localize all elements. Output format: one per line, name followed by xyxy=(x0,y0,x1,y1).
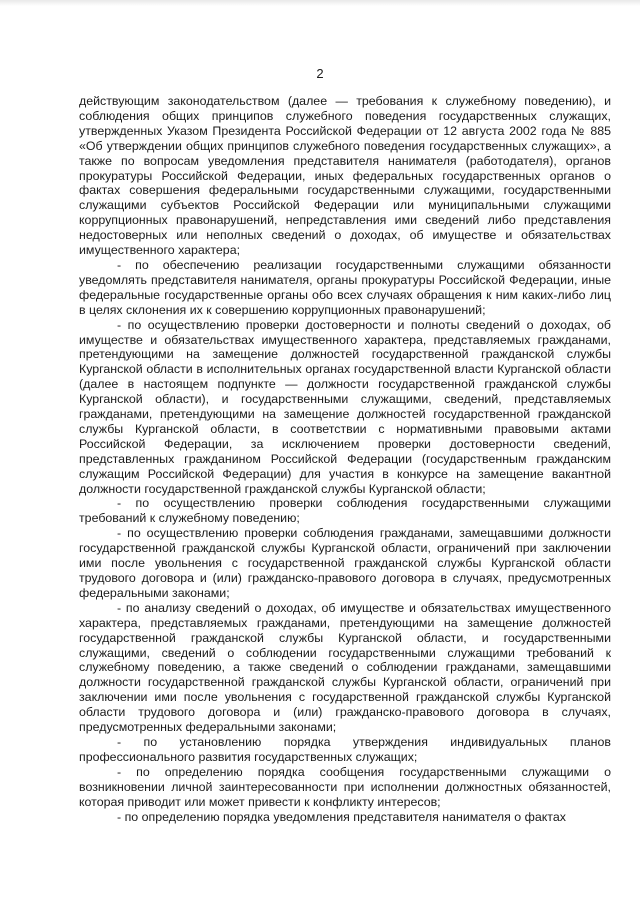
scan-edge xyxy=(0,0,640,6)
paragraph-continuation: действующим законодательством (далее — требования к служебному поведению), и соблюдения общих принципов служебного поведения государственных служащих, утвержденных Указом Президента Российской Федерации от 12 августа 2002 года № 885 «Об утверждении общих принципов служебного поведения государственных служащих», а также по вопросам уведомления представителя нанимателя (работодателя), органов прокуратуры Российской Федерации, иных федеральных государственных органов о фактах совершения федеральными государственными служащими, государственными служащими субъектов Российской Федерации или муниципальными служащими коррупционных правонарушений, непредставления ими сведений либо представления недостоверных или неполных сведений о доходах, об имуществе и обязательствах имущественного характера; xyxy=(79,94,611,258)
list-item-conduct-check: - по осуществлению проверки соблюдения государственными служащими требований к служебному поведению; xyxy=(79,496,611,526)
list-item-income-analysis: - по анализу сведений о доходах, об имуществе и обязательствах имущественного характера, представляемых гражданами, претендующими на замещение должностей государственной гражданской службы Курганской области, и государственными служащими, сведений о соблюдении государственными служащими требований к служебному поведению, а также сведений о соблюдении гражданами, замещавшими должности государственной гражданской службы Курганской области, ограничений при заключении ими после увольнения с государственной гражданской службы Курганской области трудового договора и (или) гражданско-правового договора в случаях, предусмотренных федеральными законами; xyxy=(79,600,611,735)
list-item-former-employee-check: - по осуществлению проверки соблюдения гражданами, замещавшими должности государственной гражданской службы Курганской области, ограничений при заключении ими после увольнения с государственной гражданской службы Курганской области трудового договора и (или) гражданско-правового договора в случаях, предусмотренных федеральными законами; xyxy=(79,526,611,600)
list-item-development-plans: - по установлению порядка утверждения индивидуальных планов профессионального развития государственных служащих; xyxy=(79,734,611,764)
page-number: 2 xyxy=(316,66,324,81)
list-item-notification-order: - по определению порядка уведомления представителя нанимателя о фактах xyxy=(117,809,566,824)
document-body xyxy=(79,94,611,824)
list-item-conflict-of-interest: - по определению порядка сообщения государственными служащими о возникновении личной заинтересованности при исполнении должностных обязанностей, которая приводит или может привести к конфликту интересов; xyxy=(79,764,611,809)
list-item-notification-duty: - по обеспечению реализации государственными служащими обязанности уведомлять представителя нанимателя, органы прокуратуры Российской Федерации, иные федеральные государственные органы обо всех случаях обращения к ним каких-либо лиц в целях склонения их к совершению коррупционных правонарушений; xyxy=(79,257,611,317)
list-item-income-verification: - по осуществлению проверки достоверности и полноты сведений о доходах, об имуществе и обязательствах имущественного характера, представляемых гражданами, претендующими на замещение должностей государственной гражданской службы Курганской области в исполнительных органах государственной власти Курганской области (далее в настоящем подпункте — должности государственной гражданской службы Курганской области), и государственными служащими, сведений, представляемых гражданами, претендующими на замещение должностей государственной гражданской службы Курганской области, в соответствии с нормативными правовыми актами Российской Федерации, за исключением проверки достоверности сведений, представленных гражданином Российской Федерации (государственным гражданским служащим Российской Федерации) для участия в конкурсе на замещение вакантной должности государственной гражданской службы Курганской области; xyxy=(79,317,611,496)
